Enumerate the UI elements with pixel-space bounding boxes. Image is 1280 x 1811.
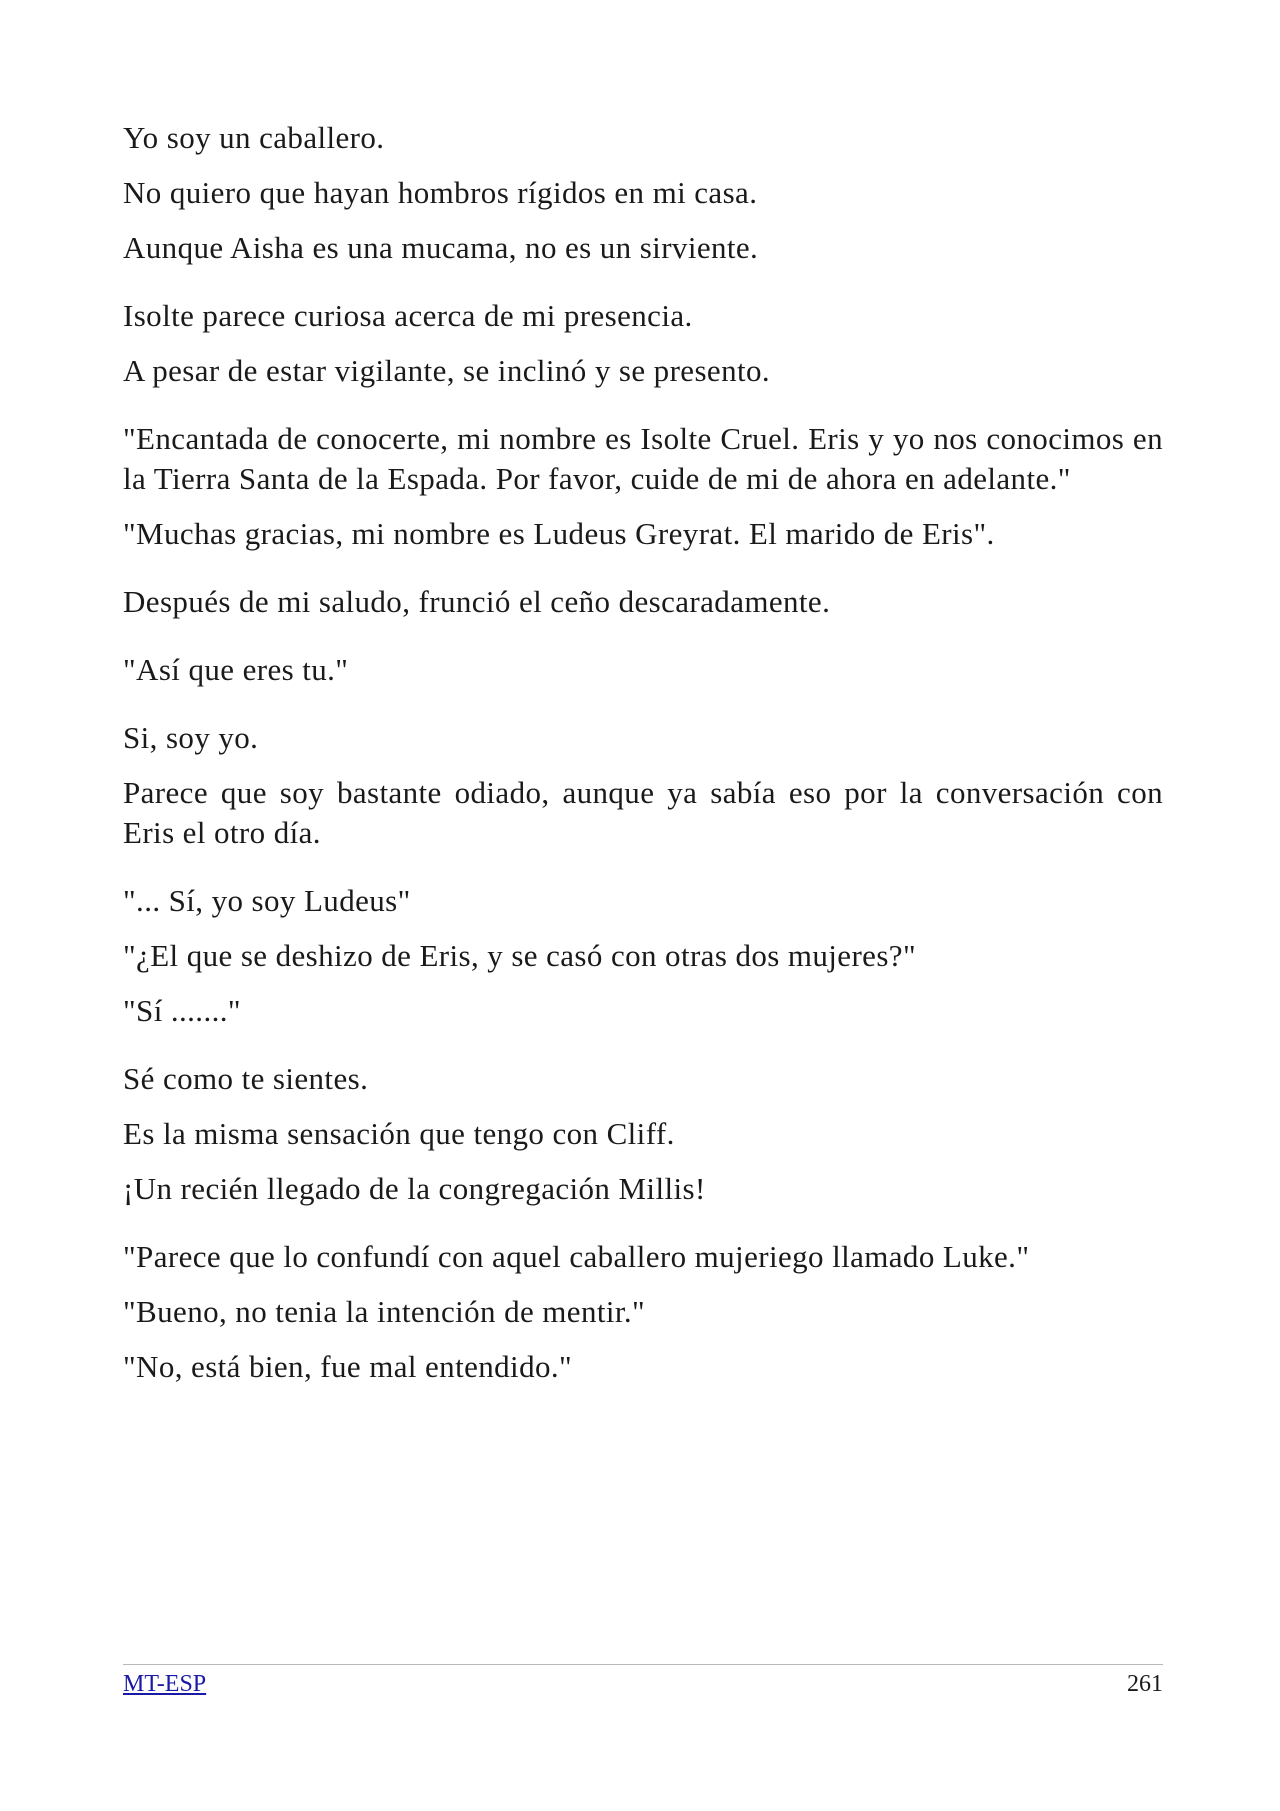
- paragraph: "Muchas gracias, mi nombre es Ludeus Greyrat. El marido de Eris".: [123, 516, 995, 551]
- footer-source-link[interactable]: MT-ESP: [123, 1671, 207, 1697]
- paragraph: Yo soy un caballero.: [123, 120, 385, 155]
- paragraph: Sé como te sientes.: [123, 1061, 369, 1096]
- paragraph-group: [123, 582, 1163, 622]
- paragraph: "No, está bien, fue mal entendido.": [123, 1349, 573, 1384]
- paragraph: A pesar de estar vigilante, se inclinó y se presento.: [123, 353, 771, 388]
- paragraph-group: [123, 718, 1163, 853]
- paragraph: Si, soy yo.: [123, 720, 259, 755]
- paragraph: Aunque Aisha es una mucama, no es un sirviente.: [123, 230, 759, 265]
- paragraph-group: [123, 881, 1163, 1031]
- paragraph: Después de mi saludo, frunció el ceño descaradamente.: [123, 584, 831, 619]
- paragraph: "Así que eres tu.": [123, 652, 349, 687]
- paragraph-group: [123, 118, 1163, 268]
- footer-divider: [123, 1664, 1163, 1665]
- paragraph: Isolte parece curiosa acerca de mi presencia.: [123, 298, 693, 333]
- body-text: [123, 118, 1163, 1415]
- paragraph: "Parece que lo confundí con aquel caballero mujeriego llamado Luke.": [123, 1239, 1030, 1274]
- paragraph: "¿El que se deshizo de Eris, y se casó con otras dos mujeres?": [123, 938, 917, 973]
- paragraph: Parece que soy bastante odiado, aunque ya sabía eso por la conversación con Eris el otro día.: [123, 775, 1163, 850]
- paragraph-group: [123, 1059, 1163, 1209]
- paragraph: "... Sí, yo soy Ludeus": [123, 883, 411, 918]
- paragraph: ¡Un recién llegado de la congregación Millis!: [123, 1171, 706, 1206]
- paragraph-group: [123, 296, 1163, 391]
- paragraph: No quiero que hayan hombros rígidos en mi casa.: [123, 175, 758, 210]
- paragraph-group: [123, 650, 1163, 690]
- paragraph: "Encantada de conocerte, mi nombre es Isolte Cruel. Eris y yo nos conocimos en la Tierra Santa de la Espada. Por favor, cuide de mi de ahora en adelante.": [123, 421, 1163, 496]
- paragraph: "Sí .......": [123, 993, 241, 1028]
- page-number: 261: [1127, 1671, 1163, 1697]
- paragraph-group: [123, 419, 1163, 554]
- paragraph-group: [123, 1237, 1163, 1387]
- paragraph: "Bueno, no tenia la intención de mentir.": [123, 1294, 646, 1329]
- paragraph: Es la misma sensación que tengo con Cliff.: [123, 1116, 675, 1151]
